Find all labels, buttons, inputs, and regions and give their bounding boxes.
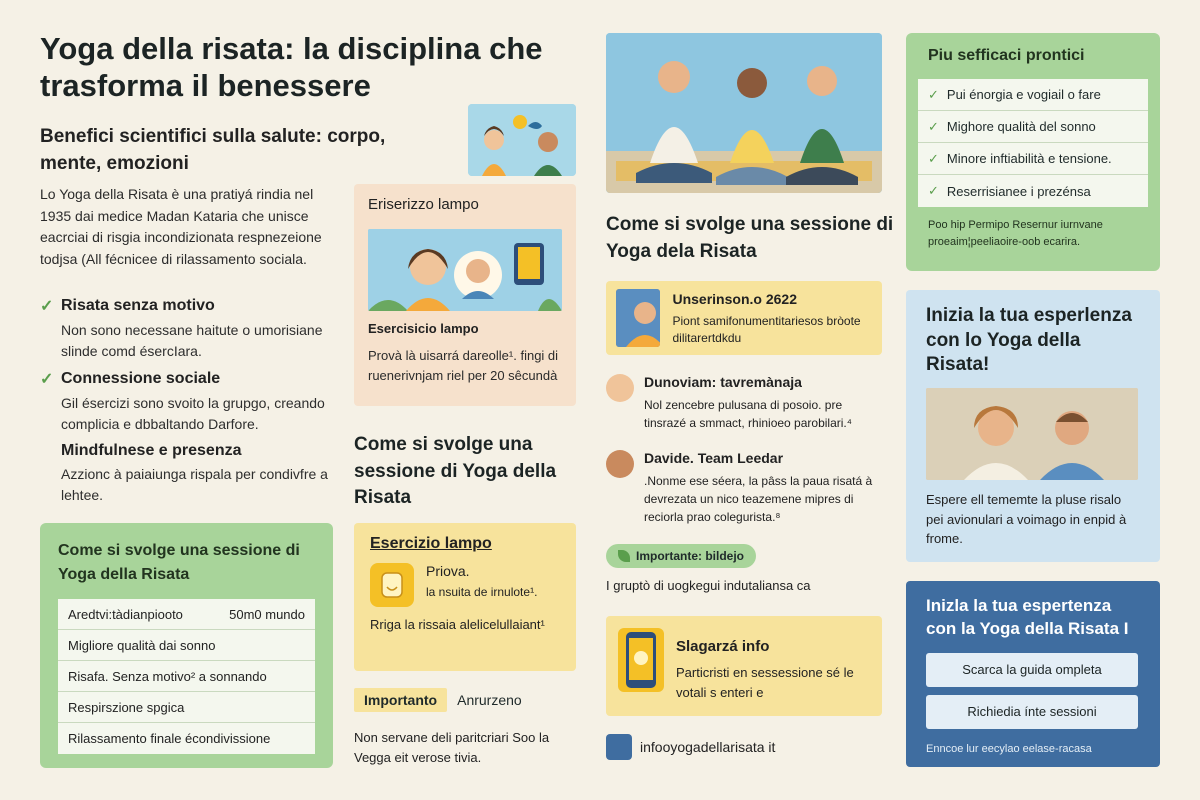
laughing-people-illustration <box>368 229 562 311</box>
important-note-body: Non servane deli paritcriari Soo la Vegga eit verose tivia. <box>354 730 550 765</box>
check-icon: ✓ <box>928 118 939 134</box>
benefit-item-laughter <box>40 296 340 362</box>
mail-icon <box>606 734 632 760</box>
benefit-description: Azzionc à paiaiunga rispala per condivfre a lehtee. <box>61 466 328 503</box>
efficacy-item-label: Mighore qualità del sonno <box>946 119 1096 134</box>
email-address: infooyogadellarisata it <box>640 739 776 755</box>
leaf-icon <box>618 550 630 562</box>
efficacy-item-label: Minore inftiabilità e tensione. <box>946 151 1112 166</box>
check-icon: ✓ <box>928 86 939 102</box>
efficacy-card <box>906 33 1160 271</box>
efficacy-note: Poo hip Permipo Resernur iurnvane proeaim¦peeliaoire-oob ecarira. <box>928 219 1103 248</box>
important-pill-text: I gruptò di uogkegui indutaliansa ca <box>606 578 811 593</box>
exercise-card-footer: Rriga la rissaia alelicelullaiant¹ <box>370 617 545 632</box>
avatar <box>616 289 660 347</box>
session-row <box>58 661 315 692</box>
benefit-description: Non sono necessane haitute o umorisiane slinde comd ésercIara. <box>61 322 323 359</box>
smiley-icon <box>370 563 414 607</box>
benefit-title: Connessione sociale <box>61 370 221 387</box>
efficacy-item <box>918 111 1148 143</box>
session-row-value: 50m0 mundo <box>229 607 305 622</box>
benefit-description: Gil ésercizi sono svoito la grupgo, creando complicia e dbbaltando Darfore. <box>61 395 325 432</box>
session-row <box>58 692 315 723</box>
exercise-card-title: Esercizio lampo <box>370 535 492 552</box>
start-card-title: Inizia la tua esperlenza con lo Yoga della Risata! <box>926 305 1132 376</box>
exercise-line-2: la nsuita de irnulote¹. <box>426 585 538 599</box>
exercise-card-2 <box>354 523 576 671</box>
phone-icon <box>618 628 664 692</box>
start-card-body: Espere ell tememte la pluse risalo pei avionulari a voimago in enpid à frome. <box>926 492 1127 547</box>
session-card <box>40 523 333 768</box>
benefit-item-social <box>40 369 340 435</box>
important-note-left <box>354 688 584 712</box>
important-pill-label: Importante: bildejo <box>636 549 744 563</box>
info-card-body: Particristi en sessessione sé le votali s enteri e <box>676 665 854 700</box>
important-tag: Importanto <box>354 688 447 712</box>
email-link[interactable] <box>606 734 775 760</box>
important-tag-aside: Anrurzeno <box>457 692 522 708</box>
testimonial-name: Dunoviam: tavremànaja <box>644 374 802 390</box>
check-icon: ✓ <box>40 371 54 388</box>
download-guide-button[interactable]: Scarca la guida ompleta <box>926 653 1138 687</box>
start-experience-card <box>906 290 1160 562</box>
benefit-title: Risata senza motivo <box>61 297 215 314</box>
check-icon: ✓ <box>928 150 939 166</box>
efficacy-list <box>918 79 1148 207</box>
profile-description: Piont samifonumentitariesos bròote dilitarertdkdu <box>672 314 861 345</box>
testimonial-item <box>606 450 882 526</box>
intro-paragraph: Lo Yoga della Risata è una pratiyá rindia nel 1935 dai medice Madan Kataria che unisce eacrciai di risgia incondizionata respnezeione todjsa (All fécnicee di rilassamento sociala. <box>40 186 322 268</box>
efficacy-item-label: Reserrisianee i prezénsa <box>946 183 1091 199</box>
cta-card <box>906 581 1160 767</box>
exercise-line-1: Priova. <box>426 563 470 579</box>
page-subtitle: Benefici scientifici sulla salute: corpo, mente, emozioni <box>40 126 386 174</box>
benefit-title: Mindfulnese e presenza <box>61 442 242 459</box>
session-row-label: Aredtvi:tàdianpiooto <box>68 607 183 622</box>
exercise-card-title: Eriserizzo lampo <box>368 196 479 213</box>
session-row-label: Rilassamento finale écondivissione <box>68 731 271 746</box>
session-row-label: Migliore qualità dai sonno <box>68 638 216 653</box>
important-pill <box>606 544 756 568</box>
session-list <box>58 599 315 754</box>
testimonial-body: .Nonme ese séera, la pâss la paua risatá à devrezata un nico teazemene mipres di reciorla prao colegurista.⁸ <box>644 474 873 524</box>
info-card <box>606 616 882 716</box>
exercise-card-body: Provà là uisarrá dareolle¹. fingi di ruenerivnjam riel per 20 sêcundà <box>368 348 559 383</box>
page-title: Yoga della risata: la disciplina che trasforma il benessere <box>40 31 543 104</box>
people-talking-illustration <box>468 104 576 176</box>
profile-card <box>606 281 882 355</box>
efficacy-title: Piu sefficaci prontici <box>928 47 1085 64</box>
session-row <box>58 723 315 754</box>
cta-footer: Enncoe lur eecylao eelase-racasa <box>926 742 1092 755</box>
efficacy-item <box>918 175 1148 207</box>
testimonial-name: Davide. Team Leedar <box>644 450 784 466</box>
session-card-title: Come si svolge una sessione di Yoga della Risata <box>58 542 300 583</box>
request-sessions-button[interactable]: Richiedia ínte sessioni <box>926 695 1138 729</box>
session-row <box>58 599 315 630</box>
check-icon: ✓ <box>40 298 54 315</box>
group-laughing-photo <box>606 33 882 193</box>
check-icon: ✓ <box>928 183 939 198</box>
efficacy-item-label: Pui énorgia e vogiail o fare <box>946 87 1101 102</box>
session-row <box>58 630 315 661</box>
efficacy-item <box>918 79 1148 111</box>
avatar <box>606 450 634 478</box>
efficacy-item <box>918 143 1148 175</box>
couple-laughing-photo <box>926 388 1138 480</box>
exercise-card-1 <box>354 184 576 406</box>
exercise-card-subtitle: Esercisicio lampo <box>368 321 479 336</box>
testimonial-body: Nol zencebre pulusana di posoio. pre tinsrazé a smmact, rhinioeo parobilari.⁴ <box>644 398 852 430</box>
benefit-item-mindfulness <box>40 442 340 506</box>
session-heading-right: Come si svolge una sessione di Yoga dela Risata <box>606 214 894 262</box>
testimonial-item <box>606 374 882 432</box>
profile-name: Unserinson.o 2622 <box>672 291 797 307</box>
avatar <box>606 374 634 402</box>
session-heading-middle: Come si svolge una sessione di Yoga della Risata <box>354 434 557 509</box>
cta-title: Inizla la tua espertenza con la Yoga della Risata I <box>926 596 1129 638</box>
info-card-title: Slagarzá info <box>676 638 770 655</box>
session-row-label: Respirszione spgica <box>68 700 185 715</box>
session-row-label: Risafa. Senza motivo² a sonnando <box>68 669 267 684</box>
